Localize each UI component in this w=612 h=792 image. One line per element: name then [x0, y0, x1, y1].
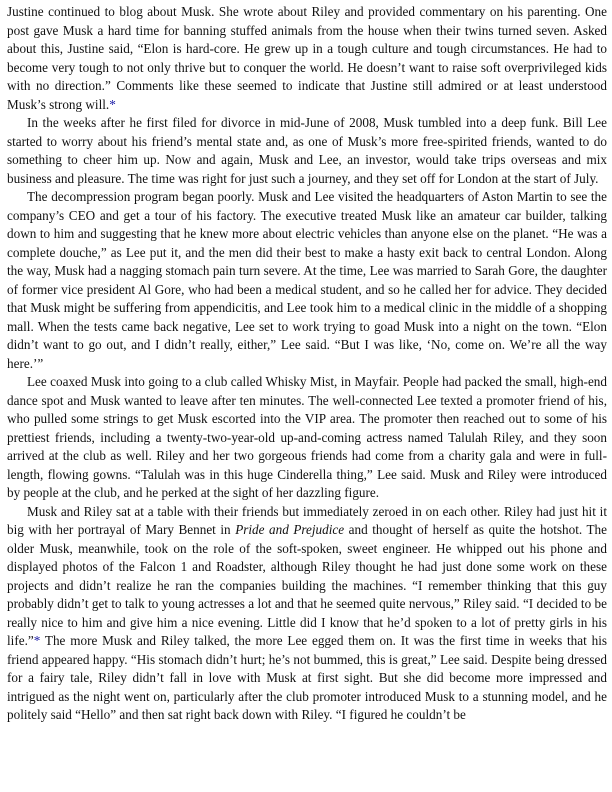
- footnote-marker[interactable]: *: [109, 96, 116, 112]
- paragraph-2: In the weeks after he first filed for divorce in mid-June of 2008, Musk tumbled into a deep funk. Bill Lee started to worry about his friend’s mental state and, as one of Musk’s more free-spirited friends, wanted to do something to cheer him up. Now and again, Musk and Lee, an investor, would take trips overseas and mix business and pleasure. The time was right for just such a journey, and they set off for London at the start of July.: [7, 115, 607, 186]
- paragraph-5-text-b: and thought of herself as quite the hotshot. The older Musk, meanwhile, took on the role of the soft-spoken, sweet engineer. He whipped out his phone and displayed photos of the Falcon 1 and Roadster, although Riley thought he had just done some work on these projects and didn’t realize he ran the companies building the machines. “I remember thinking that this guy probably didn’t get to talk to young actresses a lot and that he seemed quite nervous,” Riley said. “I decided to be really nice to him and give him a nice evening. Little did I know that he’d spoken to a lot of pretty girls in his life.”: [7, 522, 608, 648]
- book-title: Pride and Prejudice: [235, 522, 345, 537]
- paragraph-5: [7, 503, 607, 725]
- paragraph-5-text-a: Musk and Riley sat at a table with their friends but immediately zeroed in on each other. Riley had just hit it big with her portrayal of Mary Bennet in: [7, 503, 607, 537]
- paragraph-1: [7, 3, 607, 114]
- paragraph-1-text: Justine continued to blog about Musk. She wrote about Riley and provided commentary on his parenting. One post gave Musk a hard time for banning stuffed animals from the house when their twins turned seven. Asked about this, Justine said, “Elon is hard-core. He grew up in a tough culture and tough circumstances. He had to become very tough to not only thrive but to conquer the world. He doesn’t want to raise soft overprivileged kids with no direction.” Comments like these seemed to indicate that Justine still admired or at least understood Musk’s strong will.: [7, 4, 607, 112]
- paragraph-5-text-c: The more Musk and Riley talked, the more Lee egged them on. It was the first time in weeks that his friend appeared happy. “His stomach didn’t hurt; he’s not bummed, this is great,” Lee said. Despite being dressed for a fairy tale, Riley didn’t fall in love with Musk at first sight. But she did become more impressed and intrigued as the night went on, particularly after the club promoter introduced Musk to a stunning model, and he politely said “Hello” and then sat right back down with Riley. “I figured he couldn’t be: [7, 633, 607, 722]
- footnote-marker[interactable]: *: [33, 633, 41, 648]
- paragraph-4: Lee coaxed Musk into going to a club called Whisky Mist, in Mayfair. People had packed the small, high-end dance spot and Musk wanted to leave after ten minutes. The well-connected Lee texted a promoter friend of his, who pulled some strings to get Musk escorted into the VIP area. The promoter then reached out to some of his prettiest friends, including a twenty-two-year-old up-and-coming actress named Talulah Riley, and they soon arrived at the club as well. Riley and her two gorgeous friends had come from a charity gala and were in full-length, flowing gowns. “Talulah was in this huge Cinderella thing,” Lee said. Musk and Riley were introduced by people at the club, and he perked at the sight of her dazzling figure.: [7, 374, 607, 500]
- paragraph-3: The decompression program began poorly. Musk and Lee visited the headquarters of Aston Martin to see the company’s CEO and get a tour of his factory. The executive treated Musk like an amateur car builder, talking down to him and suggesting that he knew more about electric vehicles than anyone else on the planet. “He was a complete douche,” as Lee put it, and the men did their best to make a hasty exit back to central London. Along the way, Musk had a nagging stomach pain turn severe. At the time, Lee was married to Sarah Gore, the daughter of former vice president Al Gore, who had been a medical student, and so he called her for advice. They decided that Musk might be suffering from appendicitis, and Lee took him to a medical clinic in the middle of a shopping mall. When the tests came back negative, Lee set to work trying to goad Musk into a night on the town. “Elon didn’t want to go out, and I didn’t really, either,” Lee said. “But I was like, ‘No, come on. We’re all the way here.’”: [7, 189, 607, 371]
